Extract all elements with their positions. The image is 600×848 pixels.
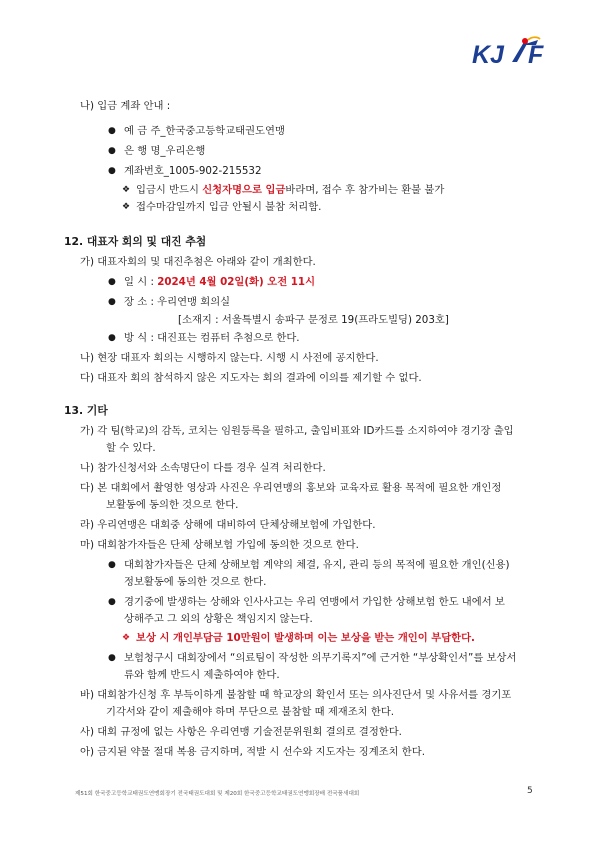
- account-number: 계좌번호_1005-902-215532: [124, 165, 262, 177]
- bullet-icon: ●: [108, 146, 116, 156]
- payment-note-2: 접수마감일까지 입금 안될시 불참 처리함.: [136, 201, 322, 213]
- meeting-date: 일 시 : 2024년 4월 02일(화) 오전 11시: [124, 276, 316, 288]
- s13-bullet-2-line2: 상해주고 그 외의 상황은 책임지지 않는다.: [124, 613, 313, 625]
- s13-item-ra: 라) 우리연맹은 대회중 상해에 대비하여 단체상해보험에 가입한다.: [80, 519, 376, 531]
- s13-item-ma: 마) 대회참가자들은 단체 상해보험 가입에 동의한 것으로 한다.: [80, 539, 359, 551]
- account-info-title: 나) 입금 계좌 안내 :: [80, 100, 171, 112]
- bullet-icon: ●: [108, 126, 116, 136]
- svg-text:KJ: KJ: [472, 41, 504, 69]
- kjtf-logo: [472, 36, 554, 70]
- section-13-title: 13. 기타: [64, 404, 108, 417]
- page-footer: 제51회 한국중고등학교태권도연맹회장기 전국태권도대회 및 제20회 한국중고등학교태권도연맹회장배 전국품새대회: [75, 791, 360, 797]
- bullet-icon: ●: [108, 277, 116, 287]
- payment-note-1: 입금시 반드시 신청자명으로 입금바라며, 접수 후 참가비는 환불 불가: [136, 184, 445, 196]
- s13-bullet-3-line2: 류와 함께 반드시 제출하여야 한다.: [124, 669, 280, 681]
- diamond-icon: ❖: [122, 633, 131, 643]
- highlight-name: 신청자명으로 입금: [202, 184, 286, 196]
- bullet-icon: ●: [108, 597, 116, 607]
- bullet-icon: ●: [108, 297, 116, 307]
- s13-item-na: 나) 참가신청서와 소속명단이 다를 경우 실격 처리한다.: [80, 462, 326, 474]
- s13-item-ga-line1: 가) 각 팀(학교)의 감독, 코치는 임원등록을 필하고, 출입비표와 ID카드를 소지하여야 경기장 출입: [80, 425, 514, 437]
- s12-item-na: 나) 현장 대표자 회의는 시행하지 않는다. 시행 시 사전에 공지한다.: [80, 352, 379, 364]
- s13-bullet-3-line1: 보험청구시 대회장에서 “의료팀이 작성한 의무기록지”에 근거한 “부상확인서”를 보상서: [124, 652, 517, 664]
- s13-item-a: 아) 금지된 약물 절대 복용 금지하며, 적발 시 선수와 지도자는 징계조치 한다.: [80, 746, 425, 758]
- s13-item-sa: 사) 대회 규정에 없는 사항은 우리연맹 기술전문위원회 결의로 결정한다.: [80, 726, 402, 738]
- page-number: 5: [527, 786, 533, 796]
- svg-text:F: F: [528, 41, 544, 69]
- s13-item-ba-line2: 기각서와 같이 제출해야 하며 무단으로 불참할 때 제재조치 한다.: [106, 706, 395, 718]
- meeting-date-value: 2024년 4월 02일(화) 오전 11시: [157, 276, 316, 288]
- section-12-title: 12. 대표자 회의 및 대진 추첨: [64, 235, 207, 248]
- s13-item-da-line2: 보활동에 동의한 것으로 한다.: [106, 499, 239, 511]
- account-holder: 예 금 주_한국중고등학교태권도연맹: [124, 125, 285, 137]
- s12-item-da: 다) 대표자 회의 참석하지 않은 지도자는 회의 결과에 이의를 제기할 수 없다.: [80, 372, 422, 384]
- s13-bullet-1-line2: 정보활동에 동의한 것으로 한다.: [124, 576, 267, 588]
- diamond-icon: ❖: [122, 185, 131, 195]
- s13-item-ga-line2: 할 수 있다.: [106, 442, 156, 454]
- s12-item-ga: 가) 대표자회의 및 대진추첨은 아래와 같이 개최한다.: [80, 256, 316, 268]
- bullet-icon: ●: [108, 560, 116, 570]
- compensation-note: 보상 시 개인부담금 10만원이 발생하며 이는 보상을 받는 개인이 부담한다.: [136, 632, 475, 644]
- bullet-icon: ●: [108, 166, 116, 176]
- meeting-place: 장 소 : 우리연맹 회의실: [124, 296, 231, 308]
- diamond-icon: ❖: [122, 202, 131, 212]
- s13-item-ba-line1: 바) 대회참가신청 후 부득이하게 불참할 때 학교장의 확인서 또는 의사진단서 및 사유서를 경기포: [80, 689, 512, 701]
- bullet-icon: ●: [108, 653, 116, 663]
- meeting-address: [소재지 : 서울특별시 송파구 문정로 19(프라도빌딩) 203호]: [178, 314, 449, 326]
- s13-item-da-line1: 다) 본 대회에서 촬영한 영상과 사진은 우리연맹의 홍보와 교육자료 활용 목적에 필요한 개인정: [80, 482, 502, 494]
- meeting-method: 방 식 : 대진표는 컴퓨터 추첨으로 한다.: [124, 332, 300, 344]
- bank-name: 은 행 명_우리은행: [124, 145, 206, 157]
- s13-bullet-1-line1: 대회참가자들은 단체 상해보험 계약의 체결, 유지, 관리 등의 목적에 필요한 개인(신용): [124, 559, 510, 571]
- bullet-icon: ●: [108, 333, 116, 343]
- s13-bullet-2-line1: 경기중에 발생하는 상해와 인사사고는 우리 연맹에서 가입한 상해보험 한도 내에서 보: [124, 596, 505, 608]
